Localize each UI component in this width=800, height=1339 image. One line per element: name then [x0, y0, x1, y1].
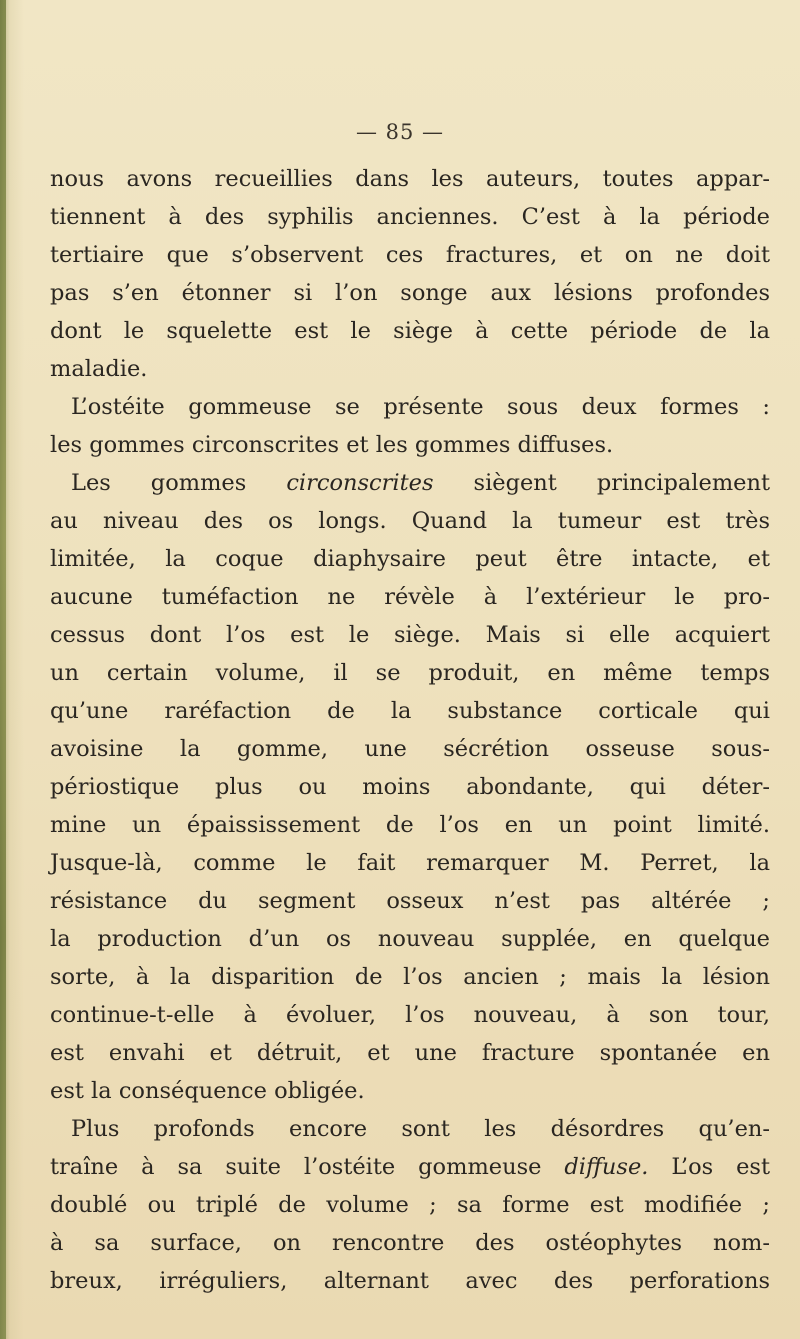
text-line: avoisine la gomme, une sécrétion osseuse sous-	[50, 736, 770, 762]
text-line: nous avons recueillies dans les auteurs, toutes appar-	[50, 166, 770, 192]
text-line: périostique plus ou moins abondante, qui déter-	[50, 774, 770, 800]
text-line	[50, 464, 770, 502]
text-line: tiennent à des syphilis anciennes. C’est à la période	[50, 204, 770, 230]
text-line: tertiaire que s’observent ces fractures, et on ne doit	[50, 242, 770, 268]
text-line: la production d’un os nouveau supplée, en quelque	[50, 926, 770, 952]
text-line: maladie.	[50, 356, 148, 382]
text-line: au niveau des os longs. Quand la tumeur est très	[50, 508, 770, 534]
text-line: à sa surface, on rencontre des ostéophytes nom-	[50, 1230, 770, 1256]
italic-term: circonscrites	[286, 470, 434, 496]
text-line: un certain volume, il se produit, en même temps	[50, 660, 770, 686]
text-line: dont le squelette est le siège à cette période de la	[50, 318, 770, 344]
page-binding-edge	[0, 0, 6, 1339]
page-number: — 85 —	[355, 120, 445, 144]
text-line: qu’une raréfaction de la substance corticale qui	[50, 698, 770, 724]
text-fragment: L’os est	[671, 1154, 770, 1180]
text-fragment: traîne à sa suite l’ostéite gommeuse	[50, 1154, 542, 1180]
text-line: pas s’en étonner si l’on songe aux lésions profondes	[50, 280, 770, 306]
text-line: les gommes circonscrites et les gommes diffuses.	[50, 432, 614, 458]
text-line: Jusque-là, comme le fait remarquer M. Perret, la	[50, 850, 770, 876]
text-line: est envahi et détruit, et une fracture spontanée en	[50, 1040, 770, 1066]
text-line: aucune tuméfaction ne révèle à l’extérieur le pro-	[50, 584, 770, 610]
text-line: doublé ou triplé de volume ; sa forme est modifiée ;	[50, 1192, 770, 1218]
text-line: résistance du segment osseux n’est pas altérée ;	[50, 888, 770, 914]
italic-term: diffuse.	[564, 1154, 649, 1180]
text-line: mine un épaississement de l’os en un point limité.	[50, 812, 770, 838]
text-line: L’ostéite gommeuse se présente sous deux formes :	[71, 394, 770, 420]
text-fragment: siègent principalement	[473, 470, 770, 496]
body-text	[50, 160, 770, 1300]
text-line: limitée, la coque diaphysaire peut être intacte, et	[50, 546, 770, 572]
text-line: est la conséquence obligée.	[50, 1078, 365, 1104]
text-line: Plus profonds encore sont les désordres qu’en-	[71, 1116, 770, 1142]
text-line: continue-t-elle à évoluer, l’os nouveau, à son tour,	[50, 1002, 770, 1028]
text-line: cessus dont l’os est le siège. Mais si elle acquiert	[50, 622, 770, 648]
text-fragment: Les gommes	[71, 470, 247, 496]
text-line	[50, 1148, 770, 1186]
text-line: sorte, à la disparition de l’os ancien ; mais la lésion	[50, 964, 770, 990]
text-line: breux, irréguliers, alternant avec des perforations	[50, 1268, 770, 1294]
